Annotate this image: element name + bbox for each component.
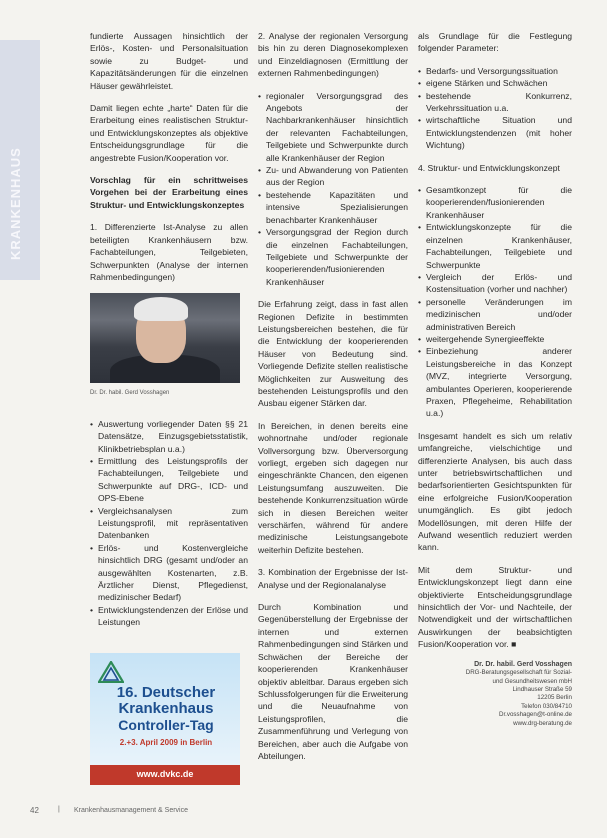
list-item: • Vergleichsanalysen zum Leistungsprofil, mit repräsentativen Datenbanken [98, 505, 248, 542]
author-phone: Telefon 030/84710 [521, 702, 572, 710]
list-item: • Auswertung vorliegender Daten §§ 21 Datensätze, Einzugsgebietsstatistik, Klinikbetriebsplan u.a.) [98, 418, 248, 455]
author-photo [90, 293, 240, 383]
col2-paragraph-4: 3. Kombination der Ergebnisse der Ist-Analyse und der Regionalanalyse [258, 567, 408, 590]
footer-separator: | [58, 806, 60, 813]
author-website-link[interactable]: www.drg-beratung.de [513, 719, 572, 727]
author-contact-block [418, 661, 572, 728]
column-2 [258, 30, 408, 772]
col1-paragraph-2: Damit liegen echte „harte“ Daten für die Erarbeitung eines realistischen Struktur- und Entwicklungskonzeptes als objektive Entscheidungsgrundlage für die angestrebte Fusion/Kooperation vor. [90, 103, 248, 163]
col3-paragraph-2: 4. Struktur- und Entwicklungskonzept [418, 162, 560, 173]
list-item: • Entwicklungstendenzen der Erlöse und Leistungen [98, 604, 248, 629]
col3-bullet-list-2 [418, 184, 572, 420]
ad-title-line-1: 16. Deutscher [116, 683, 216, 701]
list-item: • personelle Veränderungen im medizinischen und/oder administrativen Bereich [426, 296, 572, 333]
section-side-label: KRANKENHAUS [8, 147, 23, 260]
col1-heading: Vorschlag für ein schrittweises Vorgehen bei der Erarbeitung eines Struktur- und Entwicklungskonzeptes [90, 175, 248, 210]
ad-date: 2.+3. April 2009 in Berlin [119, 737, 213, 747]
triangle-logo-icon [98, 661, 124, 683]
author-name: Dr. Dr. habil. Gerd Vosshagen [474, 660, 572, 668]
list-item: • bestehende Konkurrenz, Verkehrssituation u.a. [426, 90, 572, 115]
col2-paragraph-3: In Bereichen, in denen bereits eine wohnortnahe und/oder regionale Vollversorgung bzw. Überversorgung vorliegt, ergeben sich dagegen nur eingeschränkte Chancen, den eigenen Leistungsumfang auszuweiten. Die bestehende Konkurrenzsituation würde sich in diesen Bereichen weiter verschärfen, während für andere medizinische Leistungsangebote weiterhin Defizite bestehen. [258, 420, 408, 555]
list-item: • Vergleich der Erlös- und Kostensituation (vorher und nachher) [426, 271, 572, 296]
list-item: • Zu- und Abwanderung von Patienten aus der Region [266, 164, 408, 189]
list-item: • Erlös- und Kostenvergleiche hinsichtlich DRG (gesamt und/oder an ausgewählten Kostenarten, z.B. Ärztlicher Dienst, Pflegedienst, medizinischer Bedarf) [98, 542, 248, 604]
list-item: • Einbeziehung anderer Leistungsbereiche in das Konzept (MVZ, integrierte Versorgung, ambulantes Operieren, kooperierende Praxen, Pflegeheime, Rehabilitation u.a.) [426, 345, 572, 419]
col1-bullet-list [90, 418, 248, 629]
col3-bullet-list-1 [418, 65, 572, 152]
ad-url-link[interactable]: www.dvkc.de [136, 769, 194, 780]
ad-title-line-2: Krankenhaus [118, 699, 214, 717]
col2-paragraph-2: Die Erfahrung zeigt, dass in fast allen Regionen Defizite in bestimmten Leistungsbereichen bestehen, die für die Entwicklung der kooperierenden Häuser von Bedeutung sind. Vorliegende Defizite stellen realistische Möglichkeiten zur Ausweitung des bestehenden Leistungsprofils und den Ausbau eigener Stärken dar. [258, 299, 408, 409]
column-1 [90, 30, 248, 785]
list-item: • bestehende Kapazitäten und intensive Spezialisierungen benachbarter Krankenhäuser [266, 189, 408, 226]
ad-title-line-3: Controller-Tag [118, 716, 214, 733]
photo-hair [134, 297, 188, 321]
list-item: • Gesamtkonzept für die kooperierenden/fusionierenden Krankenhäuser [426, 184, 572, 221]
list-item: • Bedarfs- und Versorgungssituation [426, 65, 572, 77]
page-footer [30, 806, 590, 820]
list-item: • Versorgungsgrad der Region durch die einzelnen Fachabteilungen, Teilgebiete und Schwerpunkte der kooperierenden/fusionierenden Krankenhäuser [266, 226, 408, 288]
list-item: • eigene Stärken und Schwächen [426, 77, 572, 89]
list-item: • weitergehende Synergieeffekte [426, 333, 572, 345]
col2-paragraph-5: Durch Kombination und Gegenüberstellung der Ergebnisse der internen und externen Rahmenbedingungen sind Stärken und Schwächen der Bereiche der kooperierenden Krankenhäuser objektiv ableitbar. Daraus ergeben sich Schlussfolgerungen für die Erweiterung und die Neuaufnahme von Leistungsprofilen, die Zusammenführung und Verlegung von Bereichen, aber auch die Aufgabe von Abteilungen. [258, 602, 409, 761]
col3-paragraph-4 [418, 564, 572, 651]
list-item: • Entwicklungskonzepte für die einzelnen Krankenhäuser, Fachabteilungen, Teilgebiete und Schwerpunkte [426, 221, 572, 271]
photo-caption: Dr. Dr. habil. Gerd Vosshagen [90, 390, 170, 397]
list-item: • regionaler Versorgungsgrad des Angebots der Nachbarkrankenhäuser hinsichtlich der relevanten Fachabteilungen, Teilgebiete und Schwerpunkte durch alle Krankenhäuser der Region [266, 90, 408, 164]
list-item: • wirtschaftliche Situation und Entwicklungstendenzen (mit hoher Wichtung) [426, 114, 572, 151]
column-3 [418, 30, 572, 728]
conference-advertisement[interactable] [90, 653, 240, 785]
author-line: DRG-Beratungsgesellschaft für Sozial- [465, 669, 572, 677]
author-email-link[interactable]: Dr.vosshagen@t-online.de [498, 711, 572, 719]
col3-paragraph-3: Insgesamt handelt es sich um relativ umfangreiche, vielschichtige und differenzierte Analysen, bis auch dass unter betriebswirtschaftlichen und bedarfsorientierten Gesichtspunkten für eine erfolgreiche Fusion/Kooperation unumgänglich. Es gibt jedoch Modellösungen, mit deren Hilfe der Aufwand wesentlich reduziert werden kann. [418, 430, 572, 553]
author-line: und Gesundheitswesen mbH [492, 677, 572, 685]
journal-title: Krankenhausmanagement & Service [74, 807, 189, 814]
list-item: • Ermittlung des Leistungsprofils der Fachabteilungen, Teilgebiete und Schwerpunkte auf DRG-, ICD- und OPS-Ebene [98, 455, 248, 505]
col3-paragraph-4-text: Mit dem Struktur- und Entwicklungskonzept liegt dann eine objektivierte Entscheidungsgrundlage hinsichtlich der Vor- und Nachteile, der Notwendigkeit und der wirtschaftlichen Auswirkungen der beabsichtigten Fusion/Kooperation vor. [418, 564, 572, 650]
col2-paragraph-1: 2. Analyse der regionalen Versorgung bis hin zu deren Diagnosekomplexen und Einzeldiagnosen (Ermittlung der externen Rahmenbedingungen) [258, 31, 408, 79]
end-mark-icon: ■ [511, 639, 517, 650]
col3-paragraph-1: als Grundlage für die Festlegung folgender Parameter: [418, 31, 572, 54]
col1-paragraph-1: fundierte Aussagen hinsichtlich der Erlös-, Kosten- und Personalsituation sowie zu Budget- und Kapazitätsänderungen für die einzelnen Häuser gewährleistet. [90, 31, 248, 91]
col1-paragraph-3: 1. Differenzierte Ist-Analyse zu allen beteiligten Krankenhäusern bzw. Fachabteilungen, Teilgebieten, Schwerpunkten (Analyse der internen Rahmenbedingungen) [90, 222, 248, 282]
page-number: 42 [30, 806, 39, 815]
author-line: 12205 Berlin [537, 694, 572, 702]
author-line: Lindhauser Straße 59 [512, 685, 572, 693]
col2-bullet-list [258, 90, 408, 289]
